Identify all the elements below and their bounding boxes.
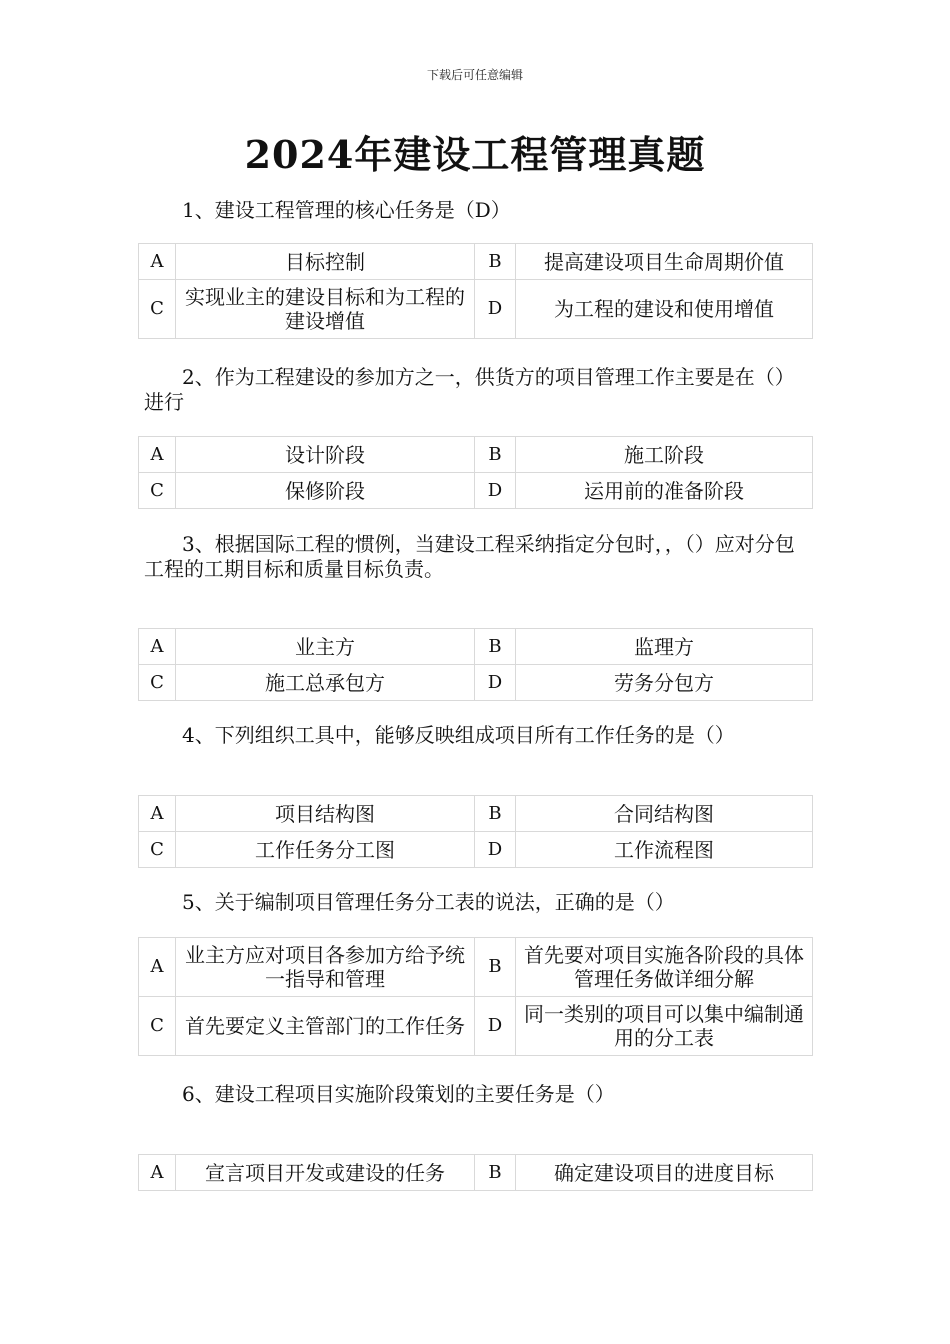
option-letter: C — [139, 997, 176, 1056]
options-row — [139, 832, 813, 868]
options-row — [139, 997, 813, 1056]
option-text: 提高建设项目生命周期价值 — [516, 244, 813, 280]
options-row — [139, 280, 813, 339]
option-text: 首先要定义主管部门的工作任务 — [176, 997, 475, 1056]
options-row — [139, 437, 813, 473]
option-text: 合同结构图 — [516, 796, 813, 832]
option-text: 监理方 — [516, 629, 813, 665]
page-header: 下载后可任意编辑 — [426, 68, 523, 82]
options-table-3 — [138, 628, 813, 701]
option-text: 为工程的建设和使用增值 — [516, 280, 813, 339]
option-letter: A — [139, 437, 176, 473]
option-letter: A — [139, 796, 176, 832]
option-letter: A — [139, 1155, 176, 1191]
option-letter: D — [475, 832, 516, 868]
question-2: 2、作为工程建设的参加方之一，供货方的项目管理工作主要是在（）进行 — [144, 365, 795, 414]
option-letter: B — [475, 437, 516, 473]
option-text: 设计阶段 — [176, 437, 475, 473]
option-text: 首先要对项目实施各阶段的具体管理任务做详细分解 — [516, 938, 813, 997]
option-letter: A — [139, 244, 176, 280]
options-row — [139, 938, 813, 997]
option-text: 工作流程图 — [516, 832, 813, 868]
document-title: 2024年建设工程管理真题 — [244, 132, 706, 177]
options-table-2 — [138, 436, 813, 509]
options-row — [139, 244, 813, 280]
option-letter: D — [475, 997, 516, 1056]
options-table-6 — [138, 1154, 813, 1191]
question-1: 1、建设工程管理的核心任务是（D） — [182, 198, 511, 222]
option-text: 确定建设项目的进度目标 — [516, 1155, 813, 1191]
option-text: 劳务分包方 — [516, 665, 813, 701]
option-text: 实现业主的建设目标和为工程的建设增值 — [176, 280, 475, 339]
option-text: 工作任务分工图 — [176, 832, 475, 868]
option-letter: B — [475, 244, 516, 280]
option-letter: D — [475, 473, 516, 509]
option-text: 宣言项目开发或建设的任务 — [176, 1155, 475, 1191]
options-row — [139, 629, 813, 665]
option-letter: A — [139, 938, 176, 997]
option-text: 运用前的准备阶段 — [516, 473, 813, 509]
question-6: 6、建设工程项目实施阶段策划的主要任务是（） — [182, 1082, 615, 1106]
options-row — [139, 796, 813, 832]
options-row — [139, 473, 813, 509]
options-table-4 — [138, 795, 813, 868]
option-letter: B — [475, 1155, 516, 1191]
option-text: 目标控制 — [176, 244, 475, 280]
option-letter: C — [139, 280, 176, 339]
option-letter: C — [139, 832, 176, 868]
option-text: 业主方 — [176, 629, 475, 665]
option-letter: B — [475, 629, 516, 665]
option-text: 业主方应对项目各参加方给予统一指导和管理 — [176, 938, 475, 997]
option-text: 施工阶段 — [516, 437, 813, 473]
options-row — [139, 665, 813, 701]
option-letter: B — [475, 938, 516, 997]
option-text: 项目结构图 — [176, 796, 475, 832]
option-text: 保修阶段 — [176, 473, 475, 509]
option-letter: D — [475, 280, 516, 339]
question-3: 3、根据国际工程的惯例，当建设工程采纳指定分包时，，（）应对分包工程的工期目标和质量目标负责。 — [144, 532, 795, 581]
question-4: 4、下列组织工具中，能够反映组成项目所有工作任务的是（） — [182, 723, 735, 747]
option-letter: C — [139, 473, 176, 509]
option-letter: B — [475, 796, 516, 832]
option-letter: D — [475, 665, 516, 701]
option-text: 同一类别的项目可以集中编制通用的分工表 — [516, 997, 813, 1056]
option-text: 施工总承包方 — [176, 665, 475, 701]
options-table-1 — [138, 243, 813, 339]
option-letter: A — [139, 629, 176, 665]
options-row — [139, 1155, 813, 1191]
question-5: 5、关于编制项目管理任务分工表的说法，正确的是（） — [182, 890, 675, 914]
option-letter: C — [139, 665, 176, 701]
options-table-5 — [138, 937, 813, 1056]
